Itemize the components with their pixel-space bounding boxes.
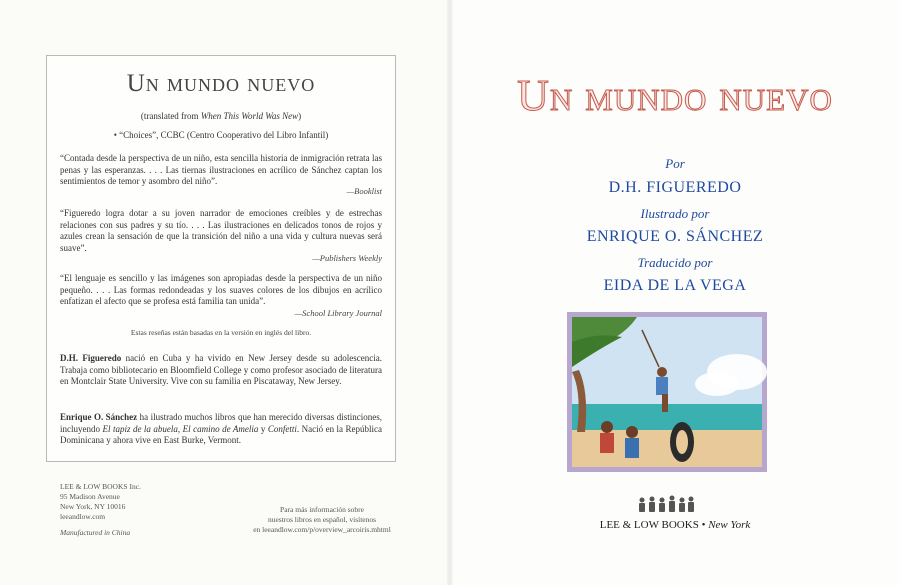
review-box (46, 55, 396, 462)
reviews-note: Estas reseñas están basadas en la versión en inglés del libro. (130, 328, 312, 337)
review-source-publishers-weekly: —Publishers Weekly (312, 253, 382, 263)
review-box-title: Un mundo nuevo (126, 70, 316, 97)
boy-leg (662, 394, 668, 412)
author-bio: D.H. Figueredo nació en Cuba y ha vivido en New Jersey desde su adolescencia. Trabaja como bibliotecario en Bloomfield College y como profesor asociado de literatura en Montclair State University. Vive con su familia en Piscataway, New Jersey. (60, 353, 382, 387)
publisher-website-link[interactable]: leeandlow.com (60, 512, 106, 521)
review-source-booklist: —Booklist (346, 186, 382, 196)
child-shirt (625, 438, 639, 458)
by-label: Por (665, 156, 685, 171)
cover-illustration (567, 312, 767, 472)
publisher-imprint: LEE & LOW BOOKS • New York (599, 519, 751, 531)
cloud (695, 372, 739, 396)
award-line: • “Choices”, CCBC (Centro Cooperativo del Libro Infantil) (113, 130, 329, 140)
tire-hole (676, 430, 688, 454)
review-publishers-weekly: “Figueredo logra dotar a su joven narrador de emociones creíbles y de estrechas relaciones con sus padres y su tío. . . . Las ilustraciones en delicados tonos de rojos y azules crean la sensación de que la transición del niño a una vida y cultura nuevas será suave”. (60, 208, 382, 253)
publisher-address: LEE & LOW BOOKS Inc. 95 Madison Avenue New York, NY 10016 leeandlow.com (60, 482, 160, 522)
illustrator-bio: Enrique O. Sánchez ha ilustrado muchos libros que han merecido diversas distinciones, incluyendo El tapiz de la abuela, El camino de Amelia y Confetti. Nació en la República Dominicana y ahora vive en East Burke, Vermont. (60, 412, 383, 446)
child-head (626, 426, 638, 438)
publisher-logo (636, 494, 696, 514)
translator-name: EIDA DE LA VEGA (603, 277, 747, 294)
review-school-library-journal: “El lenguaje es sencillo y las imágenes son apropiadas desde la perspectiva de un niño pequeño. . . . Las formas redondeadas y los suaves colores de los dibujos en acrílico enfatizan el afecto que se profesa está familia tan unida”. (60, 273, 382, 307)
illustrated-label: Ilustrado por (640, 206, 710, 221)
review-source-school-library-journal: —School Library Journal (294, 308, 382, 318)
child-head (601, 421, 613, 433)
translated-label: Traducido por (637, 255, 713, 270)
illustrator-name: ENRIQUE O. SÁNCHEZ (586, 228, 764, 245)
review-booklist: “Contada desde la perspectiva de un niño, esta sencilla historia de inmigración retrata las penas y las esperanzas. . . . Las tiernas ilustraciones en acrílico de Sánchez captan los sentimientos de temor y asombro del niño”. (60, 153, 382, 187)
boy-shirt (656, 377, 668, 395)
bullet-separator: • (701, 519, 709, 531)
overview-link[interactable]: en leeandlow.com/p/overview_arcoiris.mhtml (253, 525, 391, 534)
child-shirt (600, 433, 614, 453)
author-name: D.H. FIGUEREDO (608, 179, 742, 196)
translated-note: (translated from When This World Was New) (140, 111, 302, 121)
book-title: Un mundo nuevo (517, 71, 833, 120)
more-info-note: Para más información sobre nuestros libros en español, visítenos en leeandlow.com/p/overview_arcoiris.mhtml (232, 505, 412, 535)
manufactured-note: Manufactured in China (60, 528, 131, 537)
boy-head (657, 367, 667, 377)
